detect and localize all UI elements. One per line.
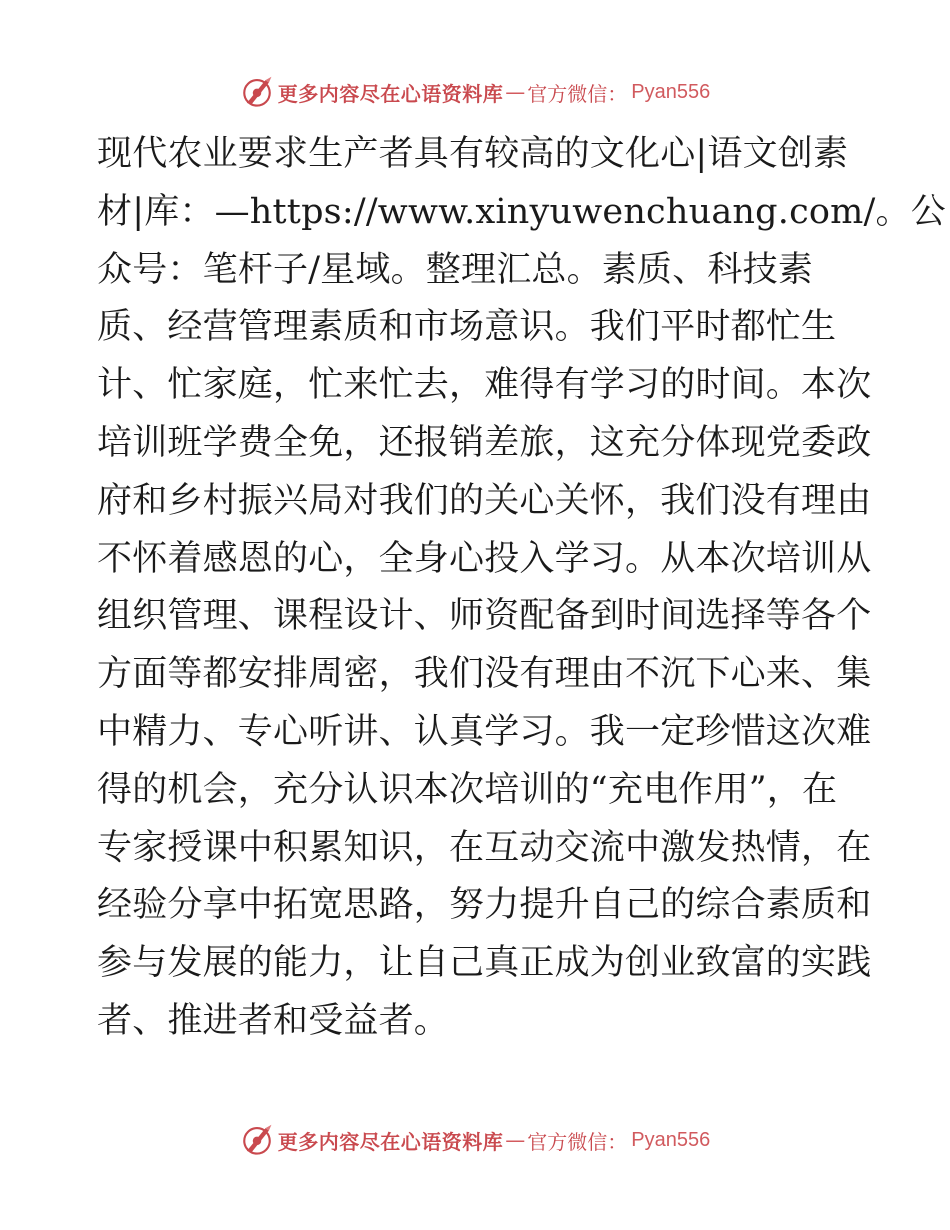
- banner-wechat-label: 官方微信：: [527, 81, 628, 106]
- body-paragraph: [97, 126, 946, 1051]
- quill-logo-icon: [240, 1123, 274, 1157]
- banner-wechat-id: Pyan556: [631, 80, 711, 103]
- body-line-1: 现代农业要求生产者具有较高的文化心|语文创素: [97, 134, 849, 174]
- body-line-3: 众号：笔杆子/星域。整理汇总。素质、科技素: [97, 249, 813, 290]
- body-line-13: 专家授课中积累知识，在互动交流中激发热情，在: [97, 827, 872, 868]
- body-text: [97, 126, 946, 1051]
- footer-wechat-label: 官方微信：: [527, 1129, 628, 1154]
- footer-separator: —: [505, 1128, 526, 1152]
- body-line-15: 参与发展的能力，让自己真正成为创业致富的实践: [97, 943, 872, 984]
- body-line-11: 中精力、专心听讲、认真学习。我一定珍惜这次难: [97, 711, 872, 752]
- banner-separator: —: [505, 80, 526, 104]
- body-line-12: 得的机会，充分认识本次培训的“充电作用”，在: [97, 769, 838, 810]
- header-banner: [0, 74, 950, 110]
- body-line-14: 经验分享中拓宽思路，努力提升自己的综合素质和: [97, 885, 872, 926]
- footer-wechat-id: Pyan556: [631, 1128, 711, 1151]
- body-line-10: 方面等都安排周密，我们没有理由不沉下心来、集: [97, 654, 872, 695]
- body-line-7: 府和乡村振兴局对我们的关心关怀，我们没有理由: [97, 480, 872, 521]
- body-line-4: 质、经营管理素质和市场意识。我们平时都忙生: [97, 307, 837, 348]
- body-line-8: 不怀着感恩的心，全身心投入学习。从本次培训从: [97, 538, 872, 579]
- footer-main-text: 更多内容尽在心语资料库: [277, 1129, 504, 1154]
- body-line-5: 计、忙家庭，忙来忙去，难得有学习的时间。本次: [97, 365, 872, 406]
- body-line-2: 材|库：—https://www.xinyuwenchuang.com/。公: [97, 191, 946, 232]
- quill-logo-icon: [240, 75, 274, 109]
- body-line-16: 者、推进者和受益者。: [97, 1000, 450, 1041]
- banner-main-text: 更多内容尽在心语资料库: [277, 81, 504, 106]
- body-line-6: 培训班学费全免，还报销差旅，这充分体现党委政: [97, 422, 872, 463]
- body-line-9: 组织管理、课程设计、师资配备到时间选择等各个: [97, 596, 872, 637]
- footer-banner: [0, 1122, 950, 1158]
